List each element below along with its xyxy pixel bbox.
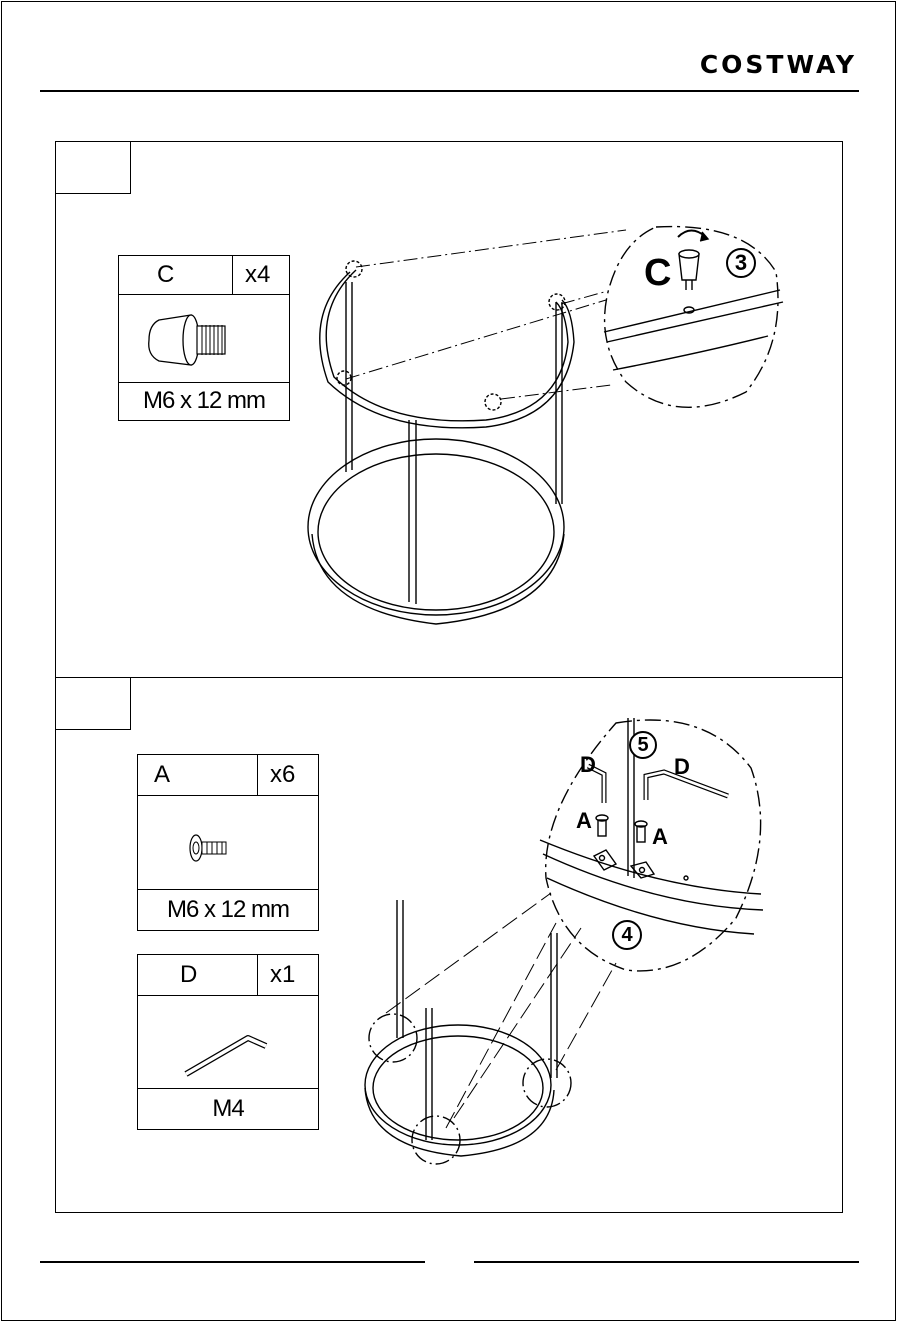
step-5-label: 5 [637,734,649,756]
detail-d-label-left: D [580,752,596,777]
footer-rule-right [474,1261,859,1263]
part-d-spec: M4 [138,1088,318,1129]
part-c-letter: C [157,261,175,288]
part-c-spec: M6 x 12 mm [119,382,289,420]
step-4-circle [612,920,642,950]
footer-rule-left [40,1261,425,1263]
step-1-panel [55,141,843,678]
brand-logo: COSTWAY [699,50,857,79]
part-a-spec: M6 x 12 mm [138,889,318,930]
detail-a-label-left: A [576,808,592,833]
step-3-label: 3 [734,250,748,275]
step-3-circle [726,248,756,278]
part-c-qty: x4 [245,261,271,288]
detail-a-label-right: A [652,824,668,849]
step-2-panel [55,677,843,1213]
header-rule [40,90,859,92]
part-a-qty: x6 [270,761,296,788]
part-d-qty: x1 [270,961,296,988]
frame-drawing-step-1 [56,142,844,679]
frame-drawing-step-2 [56,678,844,1214]
part-d-letter: D [180,961,198,988]
step-5-circle [629,731,657,759]
part-a-letter: A [154,761,171,788]
detail-d-label-right: D [674,754,690,779]
detail-part-c-label: C [644,252,672,294]
step-4-label: 4 [621,924,633,946]
